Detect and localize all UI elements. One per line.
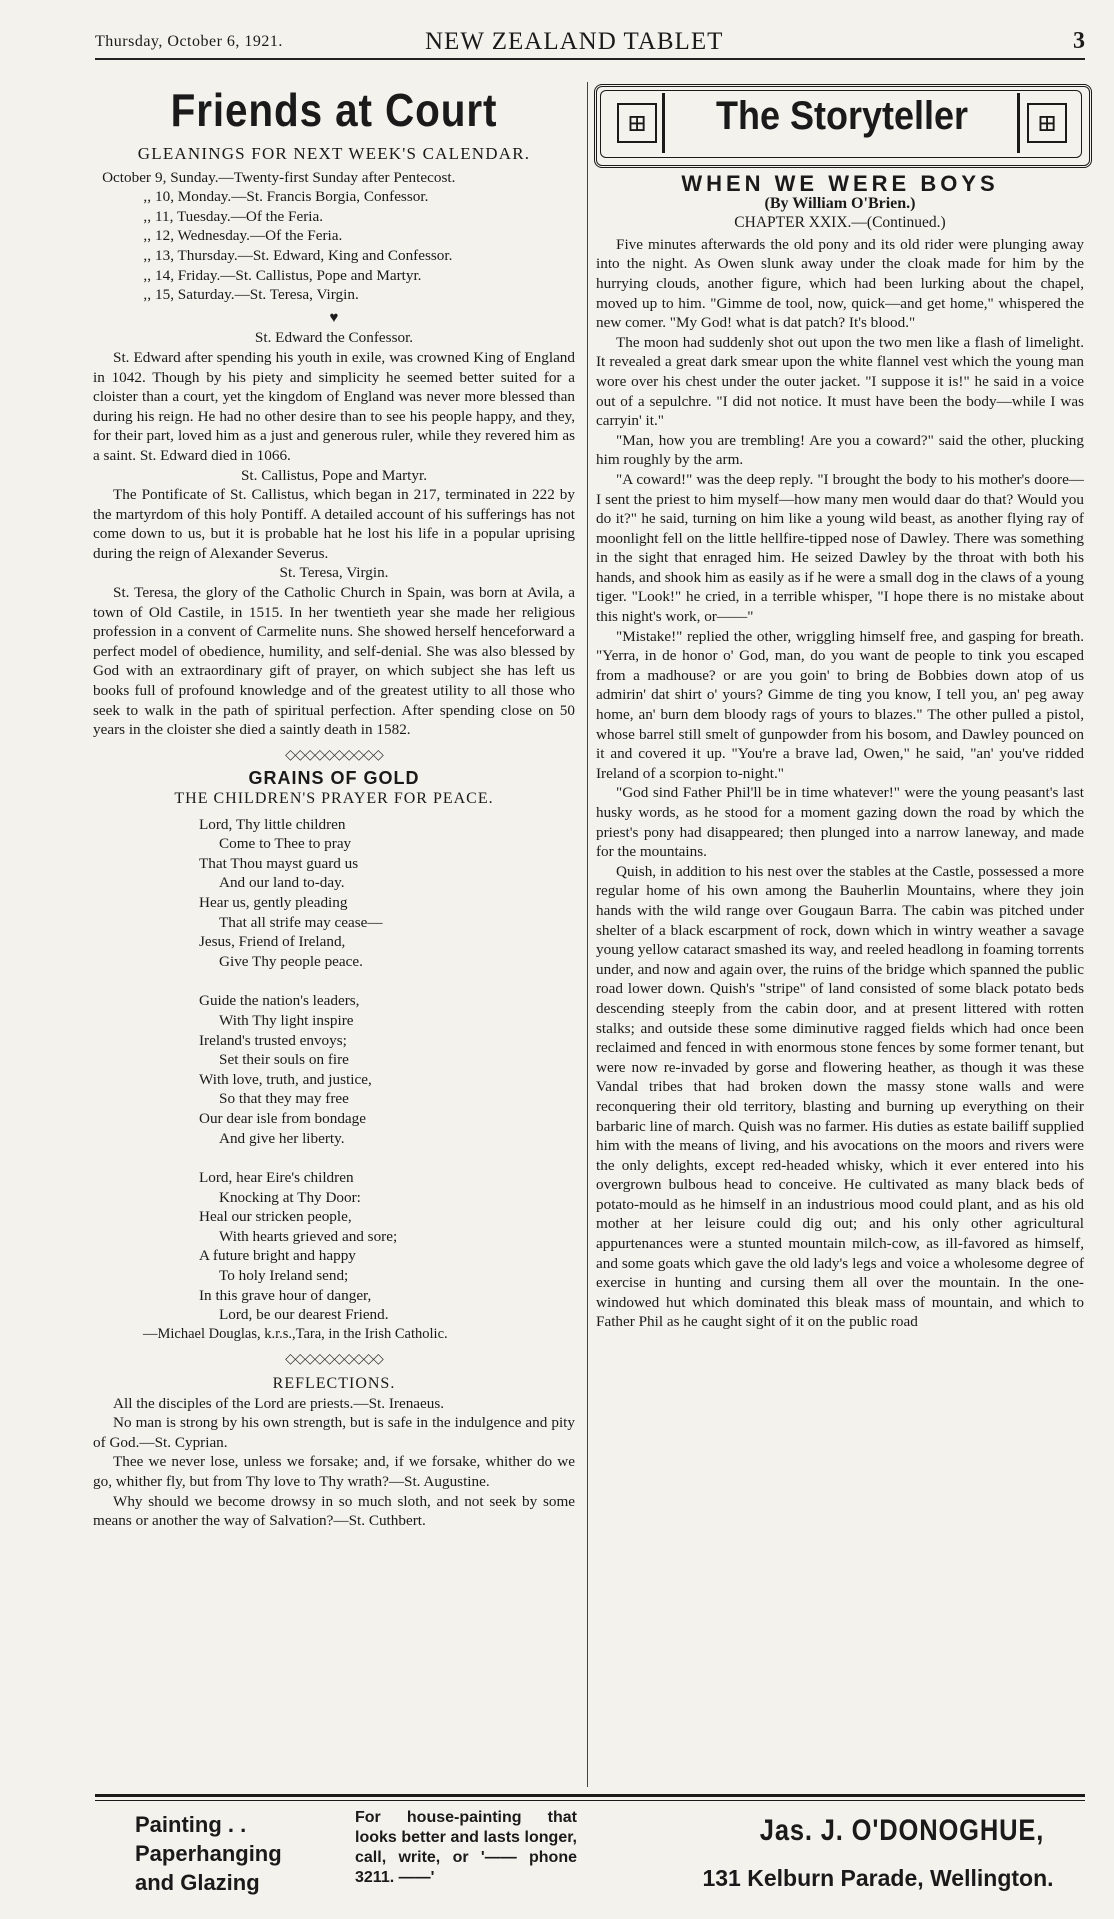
ornament-icon: ⊞ [1027,103,1067,143]
poem-line: Guide the nation's leaders, [199,992,360,1010]
poem-line: Jesus, Friend of Ireland, [199,933,346,951]
stanza-gap [199,971,575,991]
poem-line: And our land to-day. [219,874,345,892]
grains-of-gold-title: GRAINS OF GOLD [248,768,420,789]
story-paragraph: Five minutes afterwards the old pony and its old rider were plunging away into the night. As Owen slunk away under the cloak made for him by the hurrying clouds, another figure, which had been lurking about the chapel, moved up to him. "Gimme de tool, now, quick—and get home," whispered the new comer. "My God! what is dat patch? It's blood." [596,235,1084,332]
story-body [596,235,1084,1332]
story-paragraph: "Mistake!" replied the other, wriggling himself free, and gasping for breath. "Yerra, in de honor o' God, man, do you want de people to tink you escaped from a madhouse? or are you goin' to bring de Bobbies down atop of us admirin' dat shirt o' yours? Gimme de ting you know, I tell you, an' peg away home, an' burn dem bloody rags of yours to blazes." The other pulled a pistol, whose barrel still smelt of gunpowder from his bosom, and Dawley pounced on it and covered it up. "You're a brave lad, Owen," he said, "an' you've ridded Ireland of a scorpion to-night." [596,627,1084,782]
gleanings-subtitle: GLEANINGS FOR NEXT WEEK'S CALENDAR. [137,144,531,163]
calendar-month: October [102,168,151,186]
calendar-entry [93,266,575,286]
story-paragraph: Quish, in addition to his nest over the stables at the Castle, possessed a more regular home of his own among the Bauherlin Mountains, where they join hands with the wild range over Gougaun Barra. The cabin was pitched under shelter of a black escarpment of rock, down which in wintry weather a savage young yellow cataract smashed its way, and reeled headlong in foaming torrents under, and now and again over, the ruins of the bridge which spanned the public road lower down. Quish's "stripe" of land consisted of some black potato beds descending steeply from the cabin door, and at present littered with rotten stalks; and outside these some diminutive ragged fields which had once been reclaimed and fenced in with enormous stone fences by some former tenant, but were now re-invaded by gorse and flowering heather, as though it was these Vandal tribes that had broken down the massy stone walls and were reconquering their old territory, blasting and burning up everything on their barbaric line of march. Quish was no farmer. His duties as estate bailiff supplied him with the means of living, and his avocations on the moors and rivers were the only delights, except red-headed whisky, which it ever entered into his overgrown bulbous head to conceive. He cultivated as many black beds of potato-mould as he himself in an industrious mood could plant, and as his old mother at her leisure could dig out; and his only other agricultural appurtenances were a stunted mountain milch-cow, as ill-favored as himself, and some goats which gave the old lady's legs and voice a wholesome degree of exercise in hunting and cursing them all over the mountain. In the one-windowed hut which dominated this bleak mass of mountain, and which to Father Phil as he caught sight of it on the public road [596,862,1084,1331]
saint-heading: St. Callistus, Pope and Martyr. [240,466,428,484]
reflection-paragraph: Thee we never lose, unless we forsake; and, if we forsake, whither do we go, whither fly, but from Thy love to Thy wrath?—St. Augustine. [93,1453,575,1490]
advert-service-line: Paperhanging [135,1841,282,1866]
calendar-month: ,, [143,286,151,304]
story-paragraph: The moon had suddenly shot out upon the two men like a flash of limelight. It revealed a great dark smear upon the white flannel vest which the young man wore over his chest under the outer jacket. "I suppose it is!" he said in a voice out of a sepulchre. "I did not notice. It must have been the body—while I was carryin' it." [596,333,1084,430]
ornament-icon: ⊞ [617,103,657,143]
calendar-text: 15, Saturday.—St. Teresa, Virgin. [155,286,359,304]
right-column [596,82,1084,1332]
advert-services [135,1810,325,1897]
header-rule [95,58,1085,60]
calendar-entry [93,207,575,227]
section-divider: ◇◇◇◇◇◇◇◇◇◇ [285,747,383,763]
poem-line: That Thou mayst guard us [199,854,359,872]
poem-line: In this grave hour of danger, [199,1286,372,1304]
advert-rule [95,1794,1085,1797]
saint-heading: St. Edward the Confessor. [254,329,414,347]
poem-line: A future bright and happy [199,1247,356,1265]
saint-heading: St. Teresa, Virgin. [279,564,389,582]
saint-paragraph: The Pontificate of St. Callistus, which began in 217, terminated in 222 by the martyrdom of this holy Pontiff. A detailed account of his sufferings has not come down to us, but it is probable hat he lost his life in a popular uprising during the reign of Alexander Severus. [93,486,575,562]
poem-line: Lord, hear Eire's children [199,1169,354,1187]
calendar-month: ,, [143,227,151,245]
calendar-month: ,, [143,266,151,284]
section-divider: ◇◇◇◇◇◇◇◇◇◇ [285,1352,383,1368]
newspaper-title: NEW ZEALAND TABLET [425,28,724,55]
poem-line: With Thy light inspire [219,1011,354,1029]
poem-line: And give her liberty. [219,1129,345,1147]
calendar-text: 10, Monday.—St. Francis Borgia, Confessor. [155,188,429,206]
advert-service-line: Painting . . [135,1812,247,1837]
calendar-text: 13, Thursday.—St. Edward, King and Confessor. [155,246,453,264]
advert-contact: For house-painting that looks better and lasts longer, call, write, or '—— phone 3211. ——' [355,1809,577,1886]
advert-business-name: Jas. J. O'DONOGHUE, [759,1814,1045,1847]
poem-line: With love, truth, and justice, [199,1070,372,1088]
poem-line: Give Thy people peace. [219,952,363,970]
chapter-heading: CHAPTER XXIX.—(Continued.) [734,214,946,232]
calendar-entry [93,168,575,188]
calendar-month: ,, [143,188,151,206]
reflections-title: REFLECTIONS. [272,1375,396,1393]
friends-at-court-title: Friends at Court [170,84,498,136]
calendar-text: 12, Wednesday.—Of the Feria. [155,227,343,245]
poem-line: To holy Ireland send; [219,1267,349,1285]
issue-date: Thursday, October 6, 1921. [95,33,283,50]
prayer-title: THE CHILDREN'S PRAYER FOR PEACE. [174,790,494,807]
poem-line: Lord, be our dearest Friend. [219,1306,389,1324]
calendar-month: ,, [143,207,151,225]
calendar-text: 9, Sunday.—Twenty-first Sunday after Pentecost. [155,168,456,186]
column-rule [587,82,588,1787]
story-paragraph: "Man, how you are trembling! Are you a coward?" said the other, plucking him roughly by the arm. [596,431,1084,469]
page-number: 3 [1073,28,1085,54]
calendar-entry [93,226,575,246]
reflection-paragraph: All the disciples of the Lord are priests.—St. Irenaeus. [113,1394,445,1412]
advert-rule [95,1800,1085,1801]
poem-line: Come to Thee to pray [219,835,352,853]
poem-line: Knocking at Thy Door: [219,1188,361,1206]
saint-paragraph: St. Teresa, the glory of the Catholic Church in Spain, was born at Avila, a town of Old Castile, in 1515. In her twentieth year she made her religious profession in a convent of Carmelite nuns. She showed herself henceforward a perfect model of obedience, humility, and self-denial. She was also blessed by God with an extraordinary gift of prayer, on which subject she has left us books full of profound knowledge and of the greatest utility to all those who seek to walk in the path of spiritual perfection. After spending close on 50 years in the cloister she died a saintly death in 1582. [93,584,575,739]
fleuron-icon: ♥ [329,309,339,326]
poem-line: Set their souls on fire [219,1051,349,1069]
advert-service-line: and Glazing [135,1870,260,1895]
storyteller-title: The Storyteller [715,94,969,138]
calendar-month: ,, [143,246,151,264]
story-paragraph: "A coward!" was the deep reply. "I brought the body to his mother's doore—I sent the priest to him myself—how many men would daar do that? Would you do it?" he said, turning on him like a young wild beast, as another flying ray of moonlight fell on the little hellfire-tipped nose of Dawley. There was something in the sight that enraged him. He seized Dawley by the throat with both his hands, and shook him as easily as if he were a small dog in the claws of a young tiger. "Look!" he cried, in a terrible whisper, "I hope there is no mistake about this night's work, or——" [596,470,1084,626]
poem-line: Heal our stricken people, [199,1208,352,1226]
poem-line: Ireland's trusted envoys; [199,1031,347,1049]
page-header [95,28,1085,58]
reflections-list [93,1394,575,1531]
calendar-entry [93,285,575,305]
calendar-list [93,168,575,305]
poem-attribution: —Michael Douglas, k.r.s.,Tara, in the Irish Catholic. [143,1325,448,1342]
stanza-gap [199,1148,575,1168]
left-column [93,82,575,1531]
poem-line: That all strife may cease— [219,913,383,931]
poem [199,815,575,1325]
reflection-paragraph: No man is strong by his own strength, but is safe in the indulgence and pity of God.—St. Cyprian. [93,1414,575,1451]
calendar-entry [93,187,575,207]
poem-line: So that they may free [219,1090,349,1108]
saint-paragraph: St. Edward after spending his youth in exile, was crowned King of England in 1042. Though by his piety and simplicity he seemed better suited for a cloister than a court, yet the kingdom of England was never more blessed than during his reign. He had no other desire than to see his people happy, and they, for their part, loved him as a just and generous ruler, while they revered him as a saint. St. Edward died in 1066. [93,348,575,464]
byline: (By William O'Brien.) [764,194,916,212]
story-paragraph: "God sind Father Phil'll be in time whatever!" were the young peasant's last husky words, as he stood for a moment gazing down the road by which the priest's pony had disappeared; then plunged into a narrow laneway, and made for the mountains. [596,784,1084,861]
calendar-text: 11, Tuesday.—Of the Feria. [155,207,324,225]
serial-title: WHEN WE WERE BOYS [681,171,999,196]
poem-line: Hear us, gently pleading [199,893,348,911]
poem-line: With hearts grieved and sore; [219,1227,398,1245]
poem-line: Lord, Thy little children [199,815,346,833]
advert-address: 131 Kelburn Parade, Wellington. [702,1865,1054,1891]
calendar-entry [93,246,575,266]
reflection-paragraph: Why should we become drowsy in so much sloth, and not seek by some means or another the way of Salvation?—St. Cuthbert. [93,1492,575,1530]
calendar-text: 14, Friday.—St. Callistus, Pope and Martyr. [155,266,422,284]
poem-line: Our dear isle from bondage [199,1109,367,1127]
